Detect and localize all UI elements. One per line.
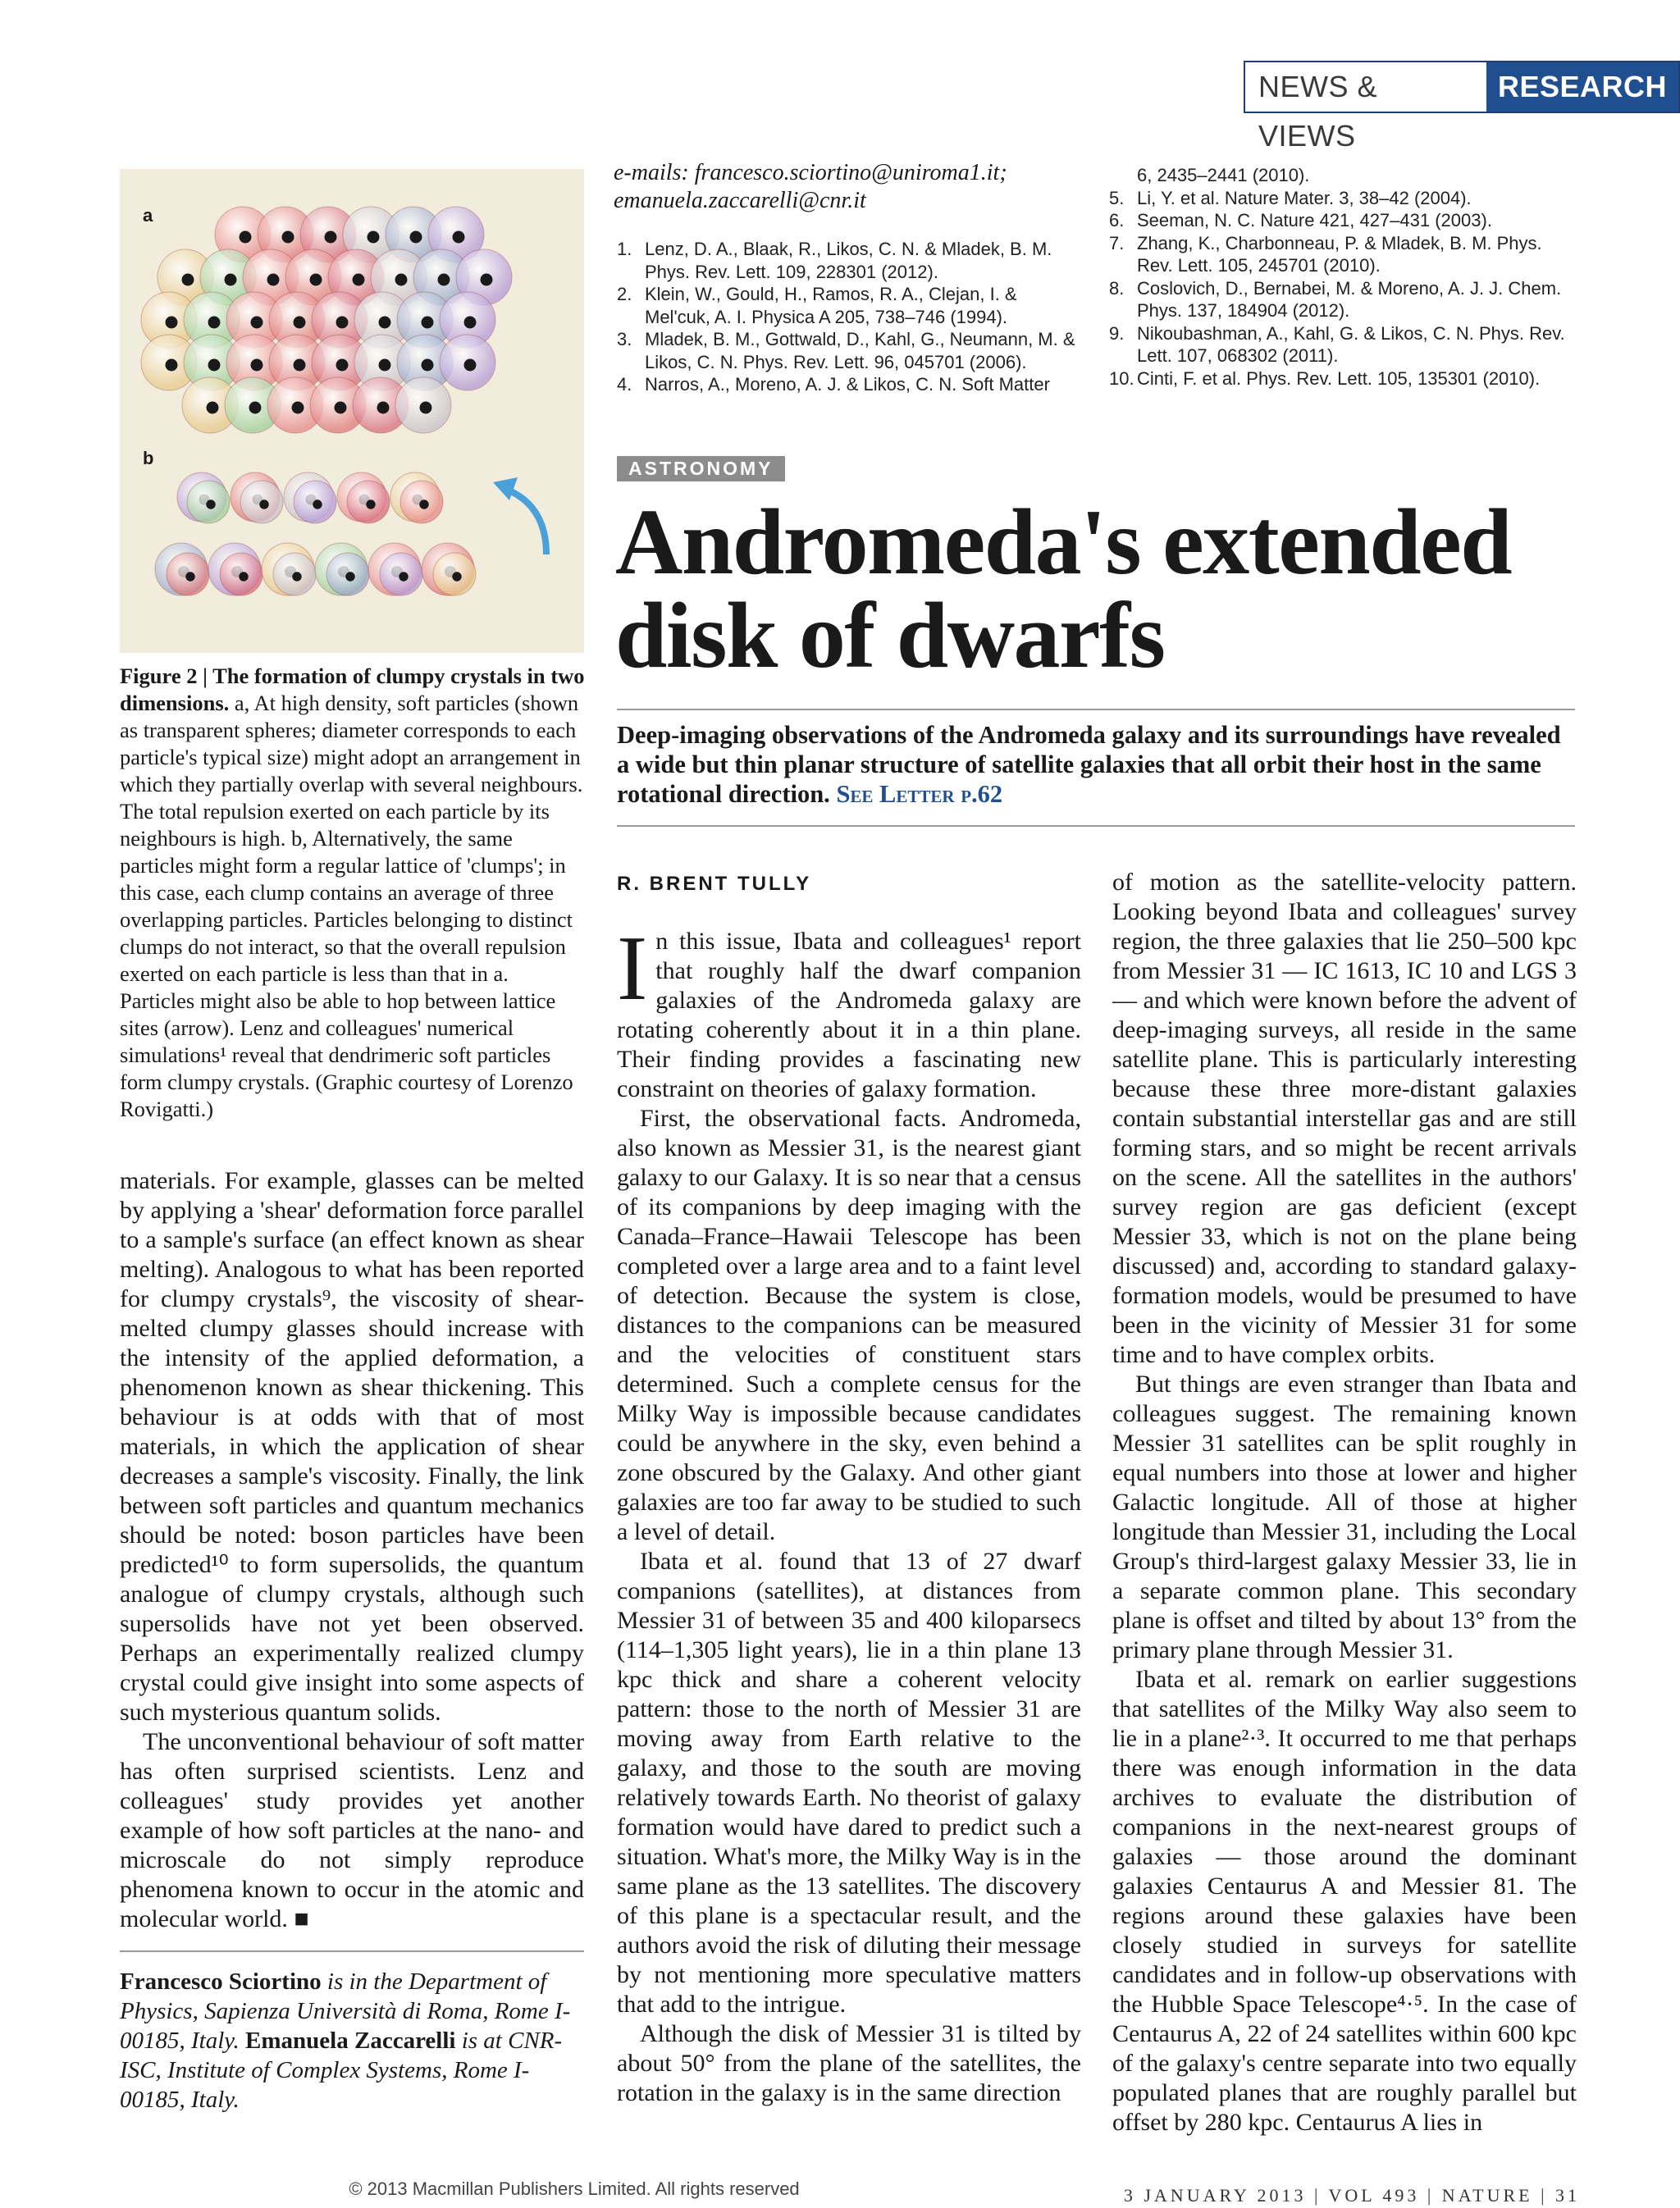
particle-core bbox=[464, 359, 477, 372]
divider bbox=[617, 825, 1575, 827]
reference-list-1 bbox=[617, 238, 1076, 396]
particle-core bbox=[292, 402, 304, 414]
particle-core bbox=[206, 500, 215, 509]
particle-core bbox=[292, 572, 301, 581]
see-letter-link[interactable]: See Letter p.62 bbox=[836, 780, 1003, 808]
reference-item: 1. Lenz, D. A., Blaak, R., Likos, C. N. & Mladek, B. M. Phys. Rev. Lett. 109, 228301 (2012). bbox=[617, 239, 1052, 282]
standfirst-text: Deep-imaging observations of the Andromeda galaxy and its surroundings have revealed a wide but thin planar structure of satellite galaxies that all orbit their host in the same rotational direction. bbox=[617, 721, 1561, 808]
email-block bbox=[614, 159, 1106, 215]
particle-core bbox=[336, 359, 349, 372]
particle-core bbox=[325, 231, 337, 244]
author-name-2: Emanuela Zaccarelli bbox=[245, 2028, 456, 2054]
reference-item: 3. Mladek, B. M., Gottwald, D., Kahl, G., Neumann, M. & Likos, C. N. Phys. Rev. Lett. 96, 045701 (2006). bbox=[617, 329, 1075, 372]
left-paragraph-2: The unconventional behaviour of soft matter has often surprised scientists. Lenz and colleagues' study provides yet another example of how soft particles at the nano- and microscale do not simply reproduce phenomena known to occur in the atomic and molecular world. ■ bbox=[120, 1728, 584, 1932]
particle-core bbox=[399, 572, 408, 581]
middle-column-text bbox=[617, 918, 1081, 2108]
particle-core bbox=[422, 359, 434, 372]
particle-core bbox=[419, 500, 428, 509]
email-line-2[interactable]: emanuela.zaccarelli@cnr.it bbox=[614, 188, 866, 213]
particle-core bbox=[313, 500, 322, 509]
email-line-1[interactable]: e-mails: francesco.sciortino@uniroma1.it; bbox=[614, 160, 1007, 185]
clumpy-crystal-illustration bbox=[120, 169, 584, 653]
particle-core bbox=[395, 274, 408, 286]
mid-paragraph-4: Although the disk of Messier 31 is tilted by about 50° from the plane of the satellites, the rotation in the galaxy is in the same direction bbox=[617, 2020, 1081, 2106]
reference-item: 9. Nikoubashman, A., Kahl, G. & Likos, C. N. Phys. Rev. Lett. 107, 068302 (2011). bbox=[1109, 322, 1565, 366]
particle-core bbox=[166, 359, 178, 372]
left-column-text bbox=[120, 1166, 584, 1934]
divider bbox=[617, 709, 1575, 710]
hop-arrow-icon bbox=[505, 489, 546, 554]
particle-core bbox=[379, 359, 391, 372]
reference-item: 6. Seeman, N. C. Nature 421, 427–431 (2003). bbox=[1109, 210, 1492, 230]
particle-core bbox=[335, 402, 347, 414]
particle-core bbox=[336, 317, 349, 329]
mid-paragraph-1: In this issue, Ibata and colleagues¹ report that roughly half the dwarf companion galaxies of the Andromeda galaxy are rotating coherently about it in a thin plane. Their finding provides a fascinating new constraint on theories of galaxy formation. bbox=[617, 918, 1081, 1102]
figure-caption bbox=[120, 663, 586, 1123]
figure-caption-title: Figure 2 | The formation of clumpy crystals in two dimensions. bbox=[120, 664, 585, 715]
research-label: RESEARCH bbox=[1486, 62, 1678, 112]
particle-core bbox=[225, 274, 237, 286]
particle-core bbox=[240, 231, 252, 244]
left-paragraph-1: materials. For example, glasses can be melted by applying a 'shear' deformation force parallel to a sample's surface (an effect known as shear melting). Analogous to what has been reported for clumpy crystals⁹, the viscosity of shear-melted clumpy glasses should increase with the intensity of the applied deformation, a phenomenon known as shear thickening. This behaviour is at odds with that of most materials, in which the application of shear decreases a sample's viscosity. Finally, the link between soft particles and quantum mechanics should be noted: boson particles have been predicted¹⁰ to form supersolids, the quantum analogue of clumpy crystals, although such supersolids have not yet been observed. Perhaps an experimentally realized clumpy crystal could give insight into some aspects of such mysterious quantum solids. bbox=[120, 1167, 584, 1726]
standfirst bbox=[617, 720, 1575, 809]
reference-item: 7. Zhang, K., Charbonneau, P. & Mladek, B. M. Phys. Rev. Lett. 105, 245701 (2010). bbox=[1109, 232, 1542, 276]
particle-core bbox=[251, 359, 263, 372]
particle-core bbox=[464, 317, 477, 329]
section-header bbox=[1244, 61, 1680, 153]
particle-core bbox=[366, 500, 375, 509]
particle-core bbox=[294, 359, 306, 372]
right-paragraph-3: Ibata et al. remark on earlier suggestions that satellites of the Milky Way also seem to lie in a plane²·³. It occurred to me that perhaps there was enough information in the data archives to evaluate the distribution of companions in the next-nearest groups of galaxies — those around the dominant galaxies Centaurus A and Messier 81. The regions around these galaxies have been closely studied in surveys for satellite candidates and in follow-up observations with the Hubble Space Telescope⁴·⁵. In the case of Centaurus A, 22 of 24 satellites within 600 kpc of the galaxy's centre separate into two equally populated planes that are roughly parallel but offset by 280 kpc. Centaurus A lies in bbox=[1112, 1666, 1577, 2136]
particle-core bbox=[377, 402, 390, 414]
particle-core bbox=[259, 500, 268, 509]
particle-core bbox=[379, 317, 391, 329]
particle-core bbox=[251, 317, 263, 329]
particle-core bbox=[420, 402, 432, 414]
drop-cap: I bbox=[617, 918, 648, 1020]
reference-item: 5. Li, Y. et al. Nature Mater. 3, 38–42 (2004). bbox=[1109, 187, 1472, 208]
issue-footer: 3 JANUARY 2013 | VOL 493 | NATURE | 31 bbox=[1123, 2185, 1580, 2206]
particle-core bbox=[249, 402, 262, 414]
particle-core bbox=[422, 317, 434, 329]
particle-core bbox=[166, 317, 178, 329]
particle-core bbox=[239, 572, 248, 581]
right-paragraph-1: of motion as the satellite-velocity pattern. Looking beyond Ibata and colleagues' survey region, the three galaxies that lie 250–500 kpc from Messier 31 — IC 1613, IC 10 and LGS 3 — and which were known before the advent of deep-imaging surveys, all reside in the same satellite plane. This is particularly interesting because these three more-distant galaxies contain substantial interstellar gas and are still forming stars, and so might be recent arrivals on the scene. All the satellites in the authors' survey region are gas deficient (except Messier 33, which is not on the plane being discussed) and, according to standard galaxy-formation models, would be presumed to have been in the vicinity of Messier 31 for some time and to have complex orbits. bbox=[1112, 869, 1577, 1368]
mid-paragraph-3: Ibata et al. found that 13 of 27 dwarf companions (satellites), at distances from Messier 31 of between 35 and 400 kiloparsecs (114–1,305 light years), lie in a thin plane 13 kpc thick and share a coherent velocity pattern: those to the north of Messier 31 are moving away from Earth relative to the galaxy, and those to the south are moving relatively towards Earth. No theorist of galaxy formation would have dared to predict such a situation. What's more, the Milky Way is in the same plane as the 13 satellites. The discovery of this plane is a spectacular result, and the authors avoid the risk of diluting their message by not mentioning more speculative matters that add to the intrigue. bbox=[617, 1548, 1081, 2018]
right-paragraph-2: But things are even stranger than Ibata and colleagues suggest. The remaining known Messier 31 satellites can be split roughly in equal numbers into those at lower and higher Galactic longitude. All of those at higher longitude than Messier 31, including the Local Group's third-largest galaxy Messier 33, lie in a separate common plane. This secondary plane is offset and tilted by about 13° from the primary plane through Messier 31. bbox=[1112, 1371, 1577, 1663]
news-views-label: NEWS & VIEWS bbox=[1245, 62, 1486, 112]
author-bio bbox=[120, 1967, 584, 2114]
author-affiliation-2: is at CNR-ISC, Institute of Complex Systems, Rome I-00185, Italy. bbox=[120, 2028, 563, 2113]
particle-core bbox=[438, 274, 450, 286]
right-column-text bbox=[1112, 868, 1577, 2137]
mid-paragraph-2: First, the observational facts. Andromeda, also known as Messier 31, is the nearest giant galaxy to our Galaxy. It is so near that a census of its companions by deep imaging with the Canada–France–Hawaii Telescope has been completed over a large area and to a faint level of detection. Because the system is close, distances to the companions can be measured and the velocities of constituent stars determined. Such a complete census for the Milky Way is impossible because candidates could be anywhere in the sky, even behind a zone obscured by the Galaxy. And other giant galaxies are too far away to be studied to such a level of detail. bbox=[617, 1105, 1081, 1545]
particle-core bbox=[294, 317, 306, 329]
particle-core bbox=[453, 231, 465, 244]
author-name-1: Francesco Sciortino bbox=[120, 1968, 322, 1995]
particle-core bbox=[310, 274, 322, 286]
article-headline: Andromeda's extended disk of dwarfs bbox=[615, 490, 1512, 687]
reference-item: 10. Cinti, F. et al. Phys. Rev. Lett. 105, 135301 (2010). bbox=[1109, 367, 1541, 389]
divider bbox=[120, 1950, 584, 1952]
figure-caption-body: a, At high density, soft particles (shown as transparent spheres; diameter corresponds to each particle's typical size) might adopt an arrangement in which they partially overlap with several neighbours. The total repulsion exerted on each particle by its neighbours is high. b, Alternatively, the same particles might form a regular lattice of 'clumps'; in this case, each clump contains an average of three overlapping particles. Particles belonging to distinct clumps do not interact, so that the overall repulsion exerted on each particle is less than that in a. Particles might also be able to hop between lattice sites (arrow). Lenz and colleagues' numerical simulations¹ reveal that dendrimeric soft particles form clumpy crystals. (Graphic courtesy of Lorenzo Rovigatti.) bbox=[120, 691, 583, 1121]
particle-core bbox=[353, 274, 365, 286]
particle-core bbox=[368, 231, 380, 244]
hop-arrow-head-icon bbox=[493, 477, 518, 500]
particle-core bbox=[207, 402, 219, 414]
particle-core bbox=[282, 231, 294, 244]
panel-b-label: b bbox=[143, 448, 154, 468]
particle-core bbox=[185, 572, 194, 581]
particle-core bbox=[452, 572, 461, 581]
reference-item: 6, 2435–2441 (2010). bbox=[1137, 165, 1310, 185]
panel-a-label: a bbox=[143, 205, 153, 226]
reference-list-2 bbox=[1109, 164, 1568, 390]
byline: R. BRENT TULLY bbox=[617, 873, 812, 895]
particle-core bbox=[345, 572, 354, 581]
author-affiliation-1: is in the Department of Physics, Sapienza Università di Roma, Rome I-00185, Italy. bbox=[120, 1968, 571, 2054]
particle-core bbox=[182, 274, 194, 286]
reference-item: 4. Narros, A., Moreno, A. J. & Likos, C. N. Soft Matter bbox=[617, 374, 1050, 395]
section-tag: ASTRONOMY bbox=[617, 456, 785, 481]
particle-core bbox=[267, 274, 280, 286]
particle-core bbox=[410, 231, 422, 244]
copyright-line: © 2013 Macmillan Publishers Limited. All rights reserved bbox=[349, 2178, 800, 2199]
reference-item: 8. Coslovich, D., Bernabei, M. & Moreno, A. J. J. Chem. Phys. 137, 184904 (2012). bbox=[1109, 277, 1562, 321]
particle-core bbox=[208, 317, 221, 329]
reference-item: 2. Klein, W., Gould, H., Ramos, R. A., Clejan, I. & Mel'cuk, A. I. Physica A 205, 738–746 (1994). bbox=[617, 284, 1017, 327]
particle-core bbox=[208, 359, 221, 372]
particle-core bbox=[481, 274, 493, 286]
